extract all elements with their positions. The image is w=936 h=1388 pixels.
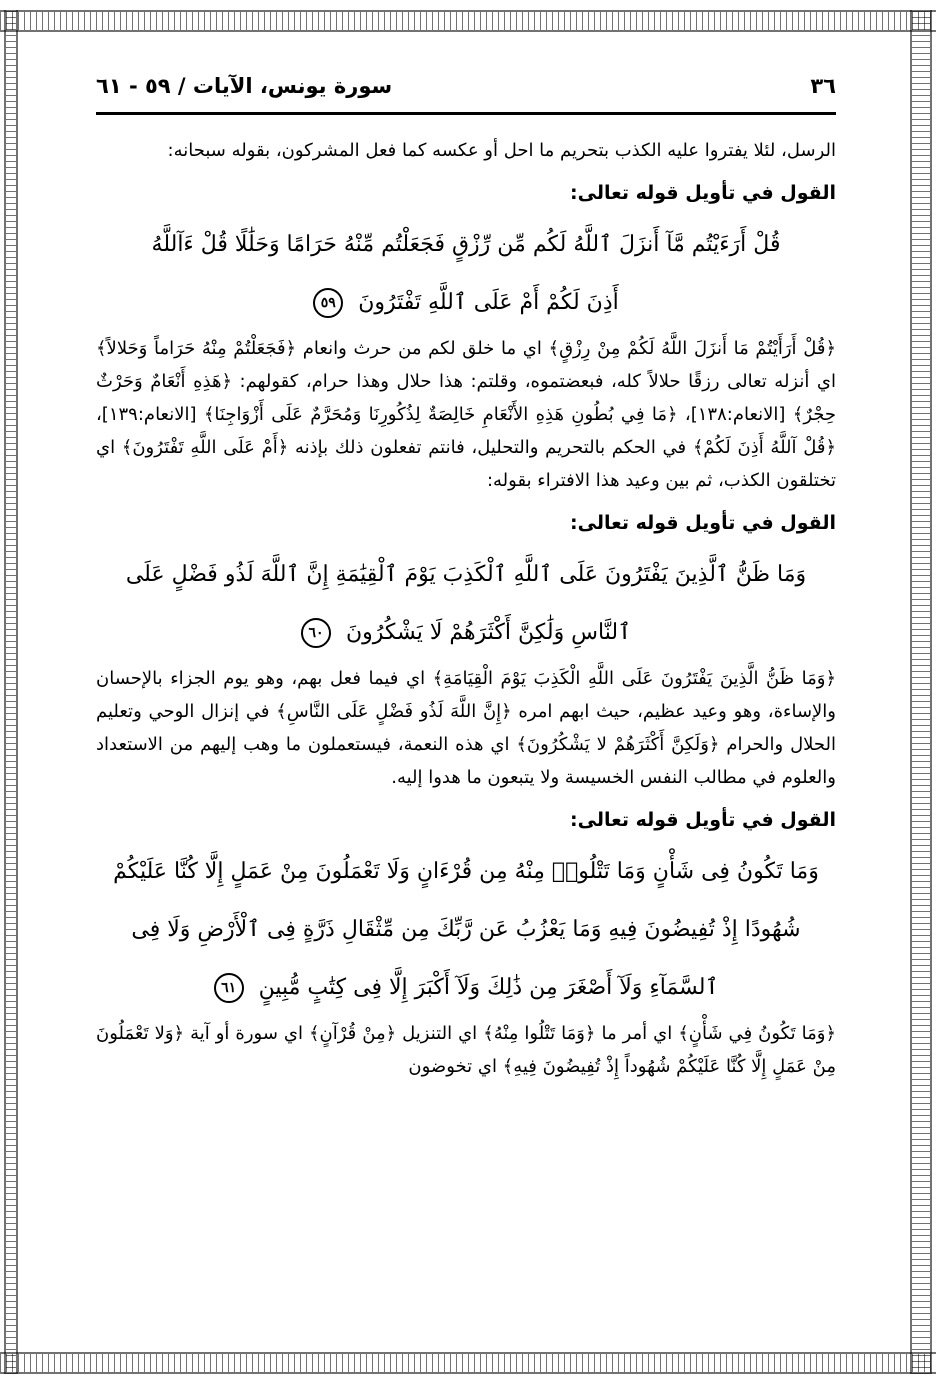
commentary-section [96,804,836,1083]
quran-verse-line-end [96,274,836,332]
page-number: ٣٦ [810,74,836,98]
ornamental-border-left [4,10,18,1374]
quran-verse-line: وَمَا تَكُونُ فِى شَأْنٍ وَمَا تَتْلُوا۟ مِنْهُ مِن قُرْءَانٍ وَلَا تَعْمَلُونَ مِنْ عَمَلٍ إِلَّا كُنَّا عَلَيْكُمْ [113,859,819,884]
ornamental-border-top [0,10,936,32]
header-divider [96,112,836,115]
section-heading: القول في تأويل قوله تعالى: [570,512,836,534]
quran-verse-line: شُهُودًا إِذْ تُفِيضُونَ فِيهِ وَمَا يَعْزُبُ عَن رَّبِّكَ مِن مِّثْقَالِ ذَرَّةٍ فِى ٱلْأَرْضِ وَلَا فِى [131,917,801,942]
ayah-number-marker: ٦٠ [301,618,331,648]
section-heading: القول في تأويل قوله تعالى: [570,182,836,204]
commentary-section [96,177,836,497]
commentary-section [96,507,836,794]
quran-verse-text: أَذِنَ لَكُمْ أَمْ عَلَى ٱللَّهِ تَفْتَرُونَ [358,290,619,315]
intro-paragraph: الرسل، لئلا يفتروا عليه الكذب بتحريم ما احل أو عكسه كما فعل المشركون، بقوله سبحانه: [167,140,836,161]
ornamental-border-right [910,10,932,1374]
page-body [96,134,836,1083]
quran-verse-line-end [96,959,836,1017]
page-header [96,66,836,106]
tafsir-paragraph: ﴿وَمَا تَكُونُ فِي شَأْنٍ﴾ اي أمر ما ﴿وَمَا تَتْلُوا مِنْهُ﴾ اي التنزيل ﴿مِنْ قُرْآنٍ﴾ اي سورة أو آية ﴿وَلا تَعْمَلُونَ مِنْ عَمَلٍ إِلَّا كُنَّا عَلَيْكُمْ شُهُوداً إِذْ تُفِيضُونَ فِيهِ﴾ اي تخوضون [96,1023,836,1077]
quran-verse-text: ٱلنَّاسِ وَلَٰكِنَّ أَكْثَرَهُمْ لَا يَشْكُرُونَ [346,620,631,645]
quran-verse-line: وَمَا ظَنُّ ٱلَّذِينَ يَفْتَرُونَ عَلَى ٱللَّهِ ٱلْكَذِبَ يَوْمَ ٱلْقِيَٰمَةِ إِنَّ ٱللَّهَ لَذُو فَضْلٍ عَلَى [125,562,807,587]
ayah-number-marker: ٥٩ [313,288,343,318]
quran-verse-line-end [96,604,836,662]
tafsir-paragraph: ﴿وَمَا ظَنُّ الَّذِينَ يَفْتَرُونَ عَلَى اللَّهِ الْكَذِبَ يَوْمَ الْقِيَامَةِ﴾ اي فيما فعل بهم، وهو يوم الجزاء بالإحسان والإساءة، وهو وعيد عظيم، حيث ابهم امره ﴿إِنَّ اللَّهَ لَذُو فَضْلٍ عَلَى النَّاسِ﴾ في إنزال الوحي وتعليم الحلال والحرام ﴿وَلَكِنَّ أَكْثَرَهُمْ لا يَشْكُرُونَ﴾ اي هذه النعمة، فيستعملون ما وهب إليهم من الاستعداد والعلوم في مطالب النفس الخسيسة ولا يتبعون ما هدوا إليه. [96,668,836,788]
tafsir-paragraph: ﴿قُلْ أَرَأَيْتُمْ مَا أَنزَلَ اللَّهُ لَكُمْ مِنْ رِزْقٍ﴾ اي ما خلق لكم من حرث وانعام ﴿فَجَعَلْتُمْ مِنْهُ حَرَاماً وَحَلالاً﴾ اي أنزله تعالى رزقًا حلالاً كله، فبعضتموه، وقلتم: هذا حلال وهذا حرام، كقولهم: ﴿هَذِهِ أَنْعَامٌ وَحَرْثٌ حِجْرٌ﴾ [الانعام:١٣٨]، ﴿مَا فِي بُطُونِ هَذِهِ الأَنْعَامِ خَالِصَةٌ لِذُكُورِنَا وَمُحَرَّمٌ عَلَى أَزْوَاجِنَا﴾ [الانعام:١٣٩]، ﴿قُلْ آللَّهُ أَذِنَ لَكُمْ﴾ في الحكم بالتحريم والتحليل، فانتم تفعلون ذلك بإذنه ﴿أَمْ عَلَى اللَّهِ تَفْتَرُونَ﴾ اي تختلقون الكذب، ثم بين وعيد هذا الافتراء بقوله: [96,338,837,491]
quran-verse-text: ٱلسَّمَآءِ وَلَآ أَصْغَرَ مِن ذَٰلِكَ وَلَآ أَكْبَرَ إِلَّا فِى كِتَٰبٍ مُّبِينٍ [258,975,719,1000]
section-heading: القول في تأويل قوله تعالى: [570,809,836,831]
quran-verse-line: قُلْ أَرَءَيْتُم مَّآ أَنزَلَ ٱللَّهُ لَكُم مِّن رِّزْقٍ فَجَعَلْتُم مِّنْهُ حَرَامًا وَحَلَٰلًا قُلْ ءَآللَّهُ [151,232,781,257]
ornamental-border-bottom [0,1352,936,1374]
surah-title: سورة يونس، الآيات / ٥٩ - ٦١ [96,74,393,98]
ayah-number-marker: ٦١ [214,973,244,1003]
